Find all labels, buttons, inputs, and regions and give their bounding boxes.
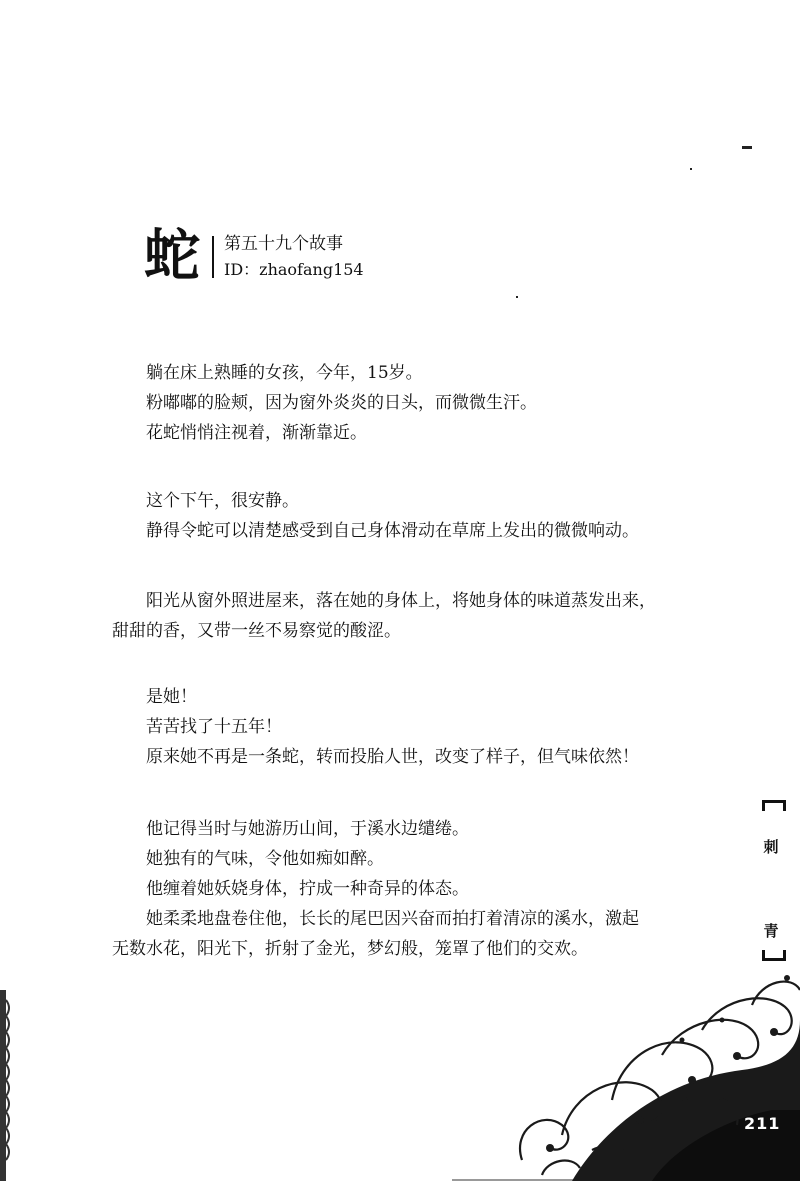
story-title: 蛇: [144, 223, 200, 289]
swirl-ornament: [452, 960, 800, 1181]
text-line: 她柔柔地盘卷住他，长长的尾巴因兴奋而拍打着清凉的溪水，激起: [146, 909, 639, 929]
text-line: 他缠着她妖娆身体，拧成一种奇异的体态。: [146, 879, 469, 899]
paragraph: [112, 486, 702, 546]
side-tab-char: 刺: [763, 838, 779, 856]
text-line: 粉嘟嘟的脸颊，因为窗外炎炎的日头，而微微生汗。: [146, 393, 537, 413]
paragraph: [112, 814, 702, 964]
printing-speck: [516, 296, 518, 298]
text-line: 是她！: [146, 687, 197, 707]
printing-speck: [742, 146, 752, 149]
page-number: 211: [744, 1114, 781, 1133]
text-line: 阳光从窗外照进屋来，落在她的身体上，将她身体的味道蒸发出来，: [146, 591, 656, 611]
text-line: 他记得当时与她游历山间，于溪水边缱绻。: [146, 819, 469, 839]
paragraph: [112, 358, 702, 448]
text-line: 花蛇悄悄注视着，渐渐靠近。: [146, 423, 367, 443]
text-line: 这个下午，很安静。: [146, 491, 299, 511]
text-line: 静得令蛇可以清楚感受到自己身体滑动在草席上发出的微微响动。: [146, 521, 639, 541]
text-line: 躺在床上熟睡的女孩，今年，15岁。: [146, 363, 423, 383]
bracket-top: [762, 800, 786, 811]
story-number: 第五十九个故事: [224, 234, 343, 254]
text-line: 原来她不再是一条蛇，转而投胎人世，改变了样子，但气味依然！: [146, 747, 639, 767]
text-line: 甜甜的香，又带一丝不易察觉的酸涩。: [112, 621, 401, 641]
text-line: 苦苦找了十五年！: [146, 717, 282, 737]
story-id: ID：zhaofang154: [224, 260, 364, 279]
edge-ornament: [0, 990, 12, 1181]
side-tab-char: 青: [763, 922, 779, 940]
printing-speck: [690, 168, 692, 170]
text-line: 无数水花，阳光下，折射了金光，梦幻般，笼罩了他们的交欢。: [112, 939, 588, 959]
text-line: 她独有的气味，令他如痴如醉。: [146, 849, 384, 869]
title-divider: [212, 236, 214, 278]
paragraph: [112, 586, 702, 646]
paragraph: [112, 682, 702, 772]
